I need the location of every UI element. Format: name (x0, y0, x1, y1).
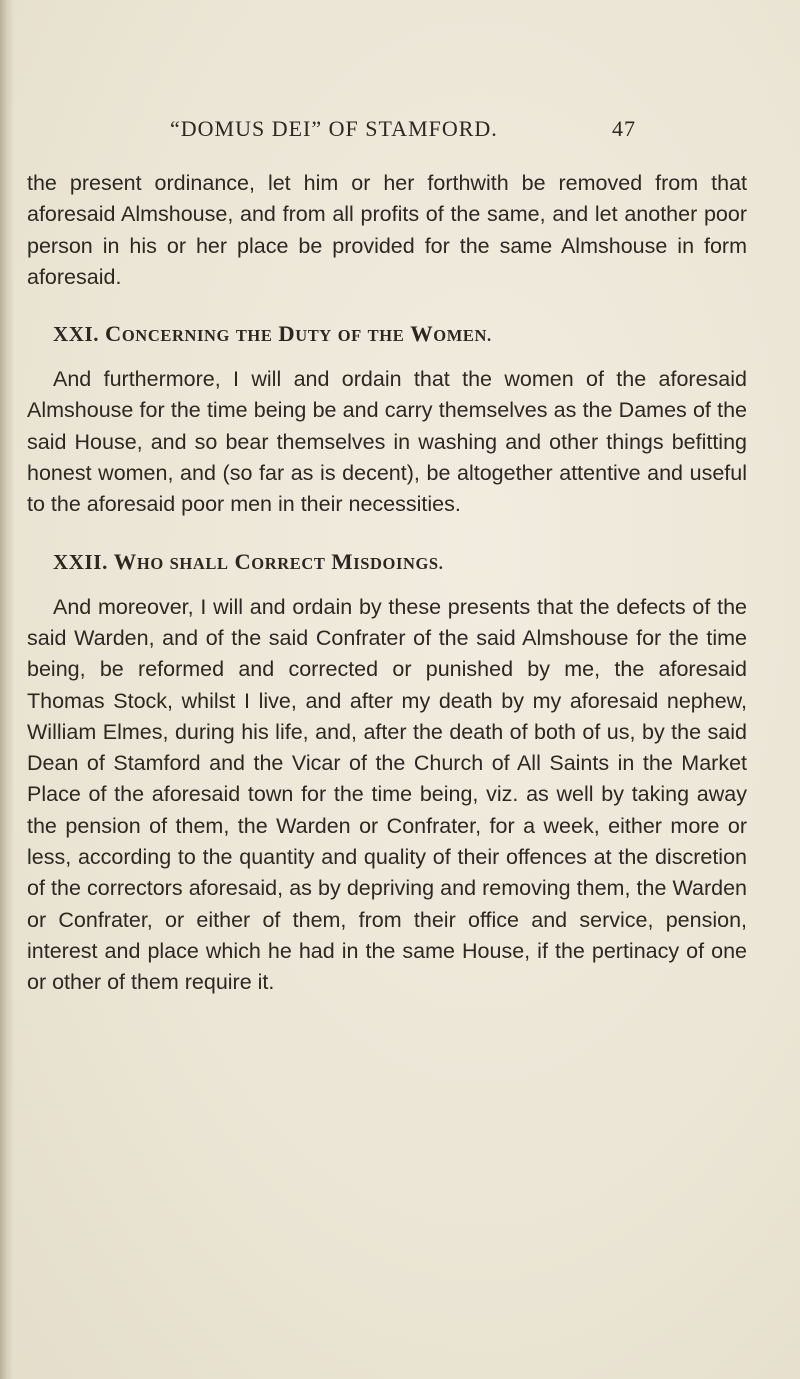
page-gutter-shadow (0, 0, 14, 1379)
paragraph-continuation: the present ordinance, let him or her forthwith be removed from that aforesaid Almshouse, and from all profits of the same, and let another poor person in his or her place be provided for the same Almshouse in form aforesaid. (27, 171, 747, 289)
section-heading-xxii: XXII. WHO SHALL CORRECT MISDOINGS. (53, 548, 444, 574)
paragraph-duty-of-women: And furthermore, I will and ordain that the women of the aforesaid Almshouse for the time being be and carry themselves as the Dames of the said House, and so bear themselves in washing and other things befitting honest women, and (so far as is decent), be altogether attentive and useful to the aforesaid poor men in their necessities. (27, 367, 747, 517)
paragraph-correct-misdoings: And moreover, I will and ordain by these presents that the defects of the said Warden, and of the said Confrater of the said Almshouse for the time being, be reformed and corrected or punished by me, the aforesaid Thomas Stock, whilst I live, and after my death by my aforesaid nephew, William Elmes, during his life, and, after the death of both of us, by the said Dean of Stamford and the Vicar of the Church of All Saints in the Market Place of the aforesaid town for the time being, viz. as well by taking away the pension of them, the Warden or Confrater, for a week, either more or less, according to the quantity and quality of their offences at the discretion of the correctors aforesaid, as by depriving and removing them, the Warden or Confrater, or either of them, from their office and service, pension, interest and place which he had in the same House, if the pertinacy of one or other of them require it. (27, 594, 747, 995)
section-heading-xxi: XXI. CONCERNING THE DUTY OF THE WOMEN. (53, 321, 492, 347)
page-number: 47 (612, 116, 636, 141)
running-title: “DOMUS DEI” OF STAMFORD. (170, 116, 498, 141)
body-text (27, 168, 747, 999)
